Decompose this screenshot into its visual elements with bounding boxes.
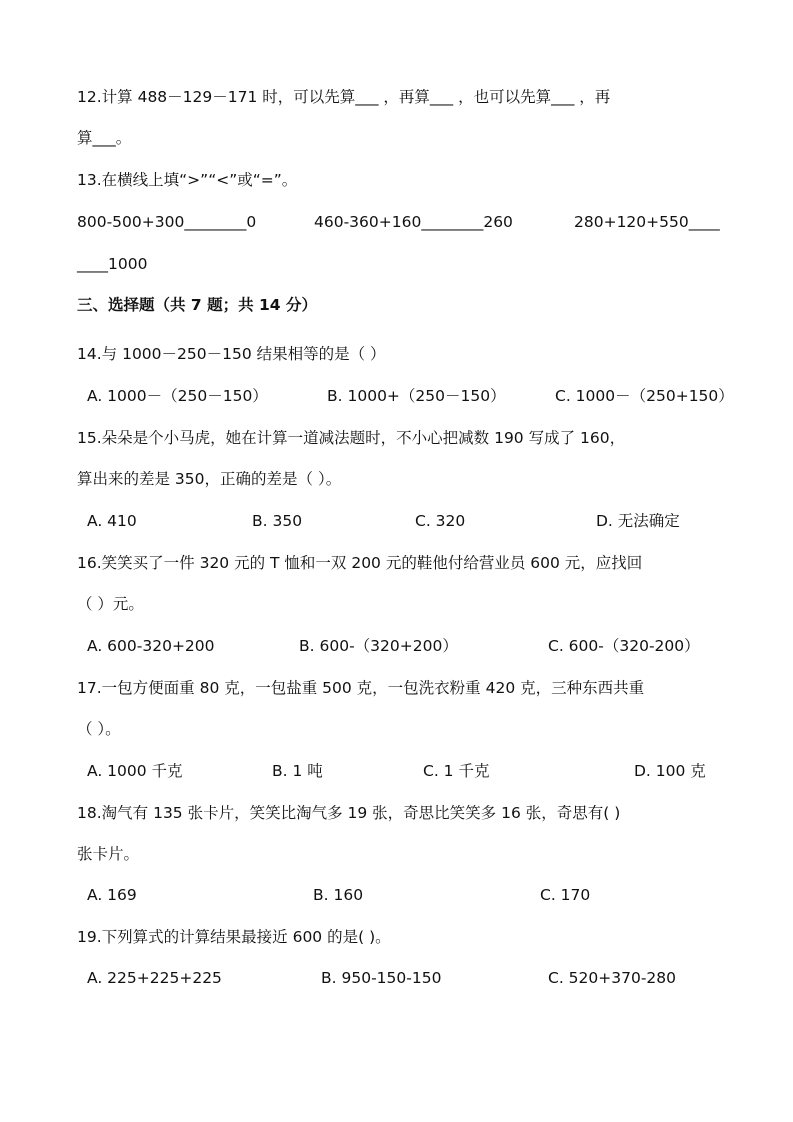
q13-item-3-continued: ____1000 <box>77 255 148 273</box>
q15-option-c: C. 320 <box>415 512 466 530</box>
q18-line1: 18.淘气有 135 张卡片，笑笑比淘气多 19 张，奇思比笑笑多 16 张，奇思有( ) <box>77 804 621 822</box>
q16-line1: 16.笑笑买了一件 320 元的 T 恤和一双 200 元的鞋他付给营业员 600 元，应找回 <box>77 554 643 572</box>
q15-line1: 15.朵朵是个小马虎，她在计算一道减法题时，不小心把减数 190 写成了 160， <box>77 429 626 447</box>
q13-item-2: 460-360+160________260 <box>314 213 513 231</box>
q15-option-b: B. 350 <box>252 512 303 530</box>
q19-option-a: A. 225+225+225 <box>87 969 222 987</box>
q17-line1: 17.一包方便面重 80 克，一包盐重 500 克，一包洗衣粉重 420 克，三种东西共重 <box>77 679 645 697</box>
q17-line2: （ ）。 <box>77 720 121 738</box>
q16-option-b: B. 600-（320+200） <box>299 637 458 655</box>
q13-item-1: 800-500+300________0 <box>77 213 257 231</box>
q18-line2: 张卡片。 <box>77 845 140 863</box>
q17-option-d: D. 100 克 <box>634 762 706 780</box>
q19-stem: 19.下列算式的计算结果最接近 600 的是( )。 <box>77 928 391 946</box>
q14-option-b: B. 1000+（250－150） <box>327 387 506 405</box>
q13-item-3: 280+120+550____ <box>574 213 720 231</box>
q17-option-b: B. 1 吨 <box>272 762 323 780</box>
q15-option-d: D. 无法确定 <box>596 512 680 530</box>
q18-option-a: A. 169 <box>87 886 137 904</box>
q15-line2: 算出来的差是 350，正确的差是（ ）。 <box>77 470 342 488</box>
q12-line2: 算___。 <box>77 129 132 147</box>
q14-stem: 14.与 1000－250－150 结果相等的是（ ） <box>77 345 386 363</box>
q19-option-c: C. 520+370-280 <box>548 969 677 987</box>
q15-option-a: A. 410 <box>87 512 137 530</box>
q17-option-c: C. 1 千克 <box>423 762 490 780</box>
q13-stem: 13.在横线上填“>”“<”或“=”。 <box>77 171 298 189</box>
q18-option-c: C. 170 <box>540 886 591 904</box>
q12-line1: 12.计算 488－129－171 时，可以先算___ ，再算___ ，也可以先算___ ，再 <box>77 88 611 106</box>
q19-option-b: B. 950-150-150 <box>321 969 442 987</box>
q14-option-c: C. 1000－（250+150） <box>555 387 734 405</box>
q17-option-a: A. 1000 千克 <box>87 762 183 780</box>
q14-option-a: A. 1000－（250－150） <box>87 387 268 405</box>
section-heading: 三、选择题（共 7 题；共 14 分） <box>77 296 317 314</box>
q18-option-b: B. 160 <box>313 886 364 904</box>
q16-option-a: A. 600-320+200 <box>87 637 215 655</box>
q16-line2: （ ）元。 <box>77 595 144 613</box>
q16-option-c: C. 600-（320-200） <box>548 637 700 655</box>
